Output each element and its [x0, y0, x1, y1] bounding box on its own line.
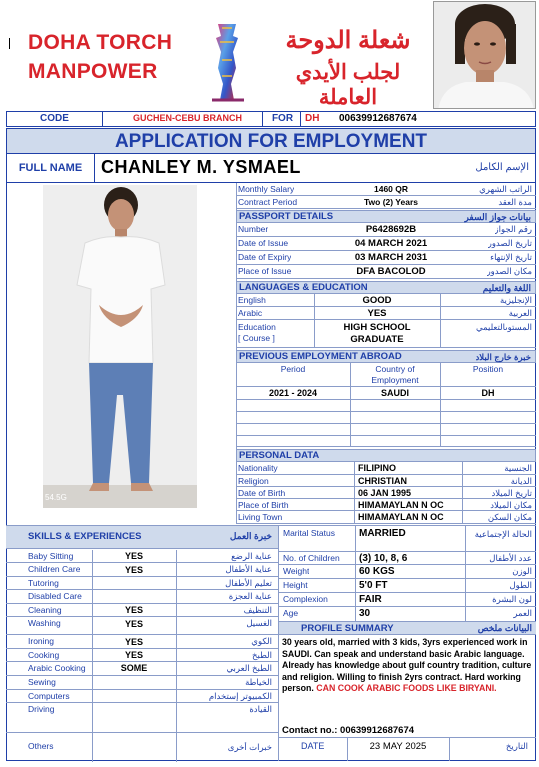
employment-country: SAUDI — [380, 388, 409, 398]
employment-period: 2021 - 2024 — [268, 388, 318, 398]
full-body-photo — [43, 185, 197, 508]
dob-row — [236, 487, 536, 499]
code-bar — [6, 111, 536, 127]
dob-value: 06 JAN 1995 — [358, 488, 412, 498]
skill-arabic: الغسيل — [246, 618, 272, 628]
skill-row — [6, 690, 278, 703]
summary-text: 30 years old, married with 3 kids, 3yrs experienced work in SAUDI. Can speak and understand basic Arabic language. Already has knowledge about gulf country tradition, culture and religion. Willing to finish 2yrs contract. Hard working person. — [282, 637, 532, 694]
status-section — [279, 525, 536, 621]
passport-number-arabic: رقم الجواز — [494, 224, 532, 234]
employment-col-position: Position — [472, 364, 504, 374]
passport-number-label: Number — [238, 224, 269, 234]
salary-arabic: الراتب الشهري — [479, 184, 532, 194]
children-value: (3) 10, 8, 6 — [359, 553, 408, 564]
header-cursor-mark — [9, 38, 10, 49]
height-row — [279, 579, 536, 593]
salary-label: Monthly Salary — [238, 184, 295, 194]
skill-row — [6, 604, 278, 617]
skill-label: Baby Sitting — [28, 551, 74, 561]
languages-header — [236, 281, 536, 294]
skill-arabic: الخياطة — [245, 677, 272, 687]
arabic-arabic: العربية — [508, 308, 532, 318]
children-label: No. of Children — [283, 553, 340, 563]
passport-rows — [236, 223, 536, 279]
full-name-row — [6, 154, 536, 183]
passport-header — [236, 210, 536, 223]
skill-row — [6, 662, 278, 676]
full-name-arabic: الإسم الكامل — [475, 162, 529, 173]
employment-col-period: Period — [280, 364, 306, 374]
skill-value: YES — [124, 565, 143, 575]
age-arabic: العمر — [513, 608, 532, 618]
company-name-arabic-line2: لجلب الأيدي العاملة — [295, 61, 401, 109]
age-row — [279, 607, 536, 622]
skill-arabic: الكوي — [251, 636, 272, 646]
date-value: 23 MAY 2025 — [369, 741, 427, 752]
company-name-arabic-line1: شعلة الدوحة — [285, 27, 411, 54]
nationality-value: FILIPINO — [358, 463, 396, 473]
living-town-value: HIMAMAYLAN N OC — [358, 512, 444, 522]
living-town-arabic: مكان السكن — [487, 512, 532, 522]
education-label-course: [ Course ] — [238, 333, 275, 343]
passport-expiry-value: 03 MARCH 2031 — [354, 252, 428, 263]
education-label: Education — [238, 322, 276, 332]
date-label: DATE — [301, 741, 325, 751]
skill-label: Computers — [28, 691, 70, 701]
complexion-value: FAIR — [359, 594, 382, 605]
form-title: APPLICATION FOR EMPLOYMENT — [6, 128, 536, 154]
religion-value: CHRISTIAN — [358, 476, 407, 486]
weight-row — [279, 565, 536, 579]
weight-label: Weight — [283, 566, 310, 576]
passport-place-row — [236, 265, 536, 279]
others-label: Others — [28, 741, 54, 751]
english-row — [236, 294, 536, 307]
pob-arabic: مكان الميلاد — [490, 500, 532, 510]
complexion-row — [279, 593, 536, 607]
living-town-label: Living Town — [238, 512, 283, 522]
date-row — [279, 737, 536, 761]
for-label: FOR — [265, 112, 301, 126]
height-arabic: الطول — [509, 580, 532, 590]
contract-period-label: Contract Period — [238, 197, 298, 207]
torch-logo — [200, 22, 256, 104]
skill-label: Washing — [28, 618, 61, 628]
skill-value: YES — [124, 551, 143, 561]
height-value: 5'0 FT — [359, 580, 388, 591]
passport-issue-row — [236, 237, 536, 251]
arabic-row — [236, 307, 536, 320]
skill-label: Children Care — [28, 564, 81, 574]
passport-place-arabic: مكان الصدور — [486, 266, 532, 276]
skill-label: Cooking — [28, 650, 60, 660]
skill-arabic: الطبخ — [252, 650, 272, 660]
skill-label: Sewing — [28, 677, 56, 687]
marital-arabic: الحالة الإجتماعية — [474, 529, 532, 539]
dob-arabic: تاريخ الميلاد — [491, 488, 532, 498]
summary-title: PROFILE SUMMARY — [301, 623, 394, 634]
header-phone: 00639912687674 — [339, 113, 417, 124]
skill-label: Disabled Care — [28, 591, 82, 601]
living-town-row — [236, 511, 536, 524]
headshot-photo — [433, 1, 536, 109]
skills-rows — [6, 550, 278, 762]
summary-header — [279, 621, 536, 635]
employment-title: PREVIOUS EMPLOYMENT ABROAD — [239, 351, 402, 362]
skill-value: YES — [124, 650, 143, 660]
salary-value: 1460 QR — [373, 184, 409, 194]
summary-body — [282, 637, 532, 729]
personal-header — [236, 449, 536, 462]
passport-title-arabic: بيانات جواز السفر — [464, 212, 531, 222]
religion-label: Religion — [238, 476, 269, 486]
age-value: 30 — [359, 608, 371, 619]
skill-arabic: القيادة — [249, 704, 272, 714]
skill-row — [6, 617, 278, 635]
summary-contact: Contact no.: 00639912687674 — [282, 725, 415, 736]
skills-section — [6, 525, 279, 761]
passport-number-row — [236, 223, 536, 237]
employment-header — [236, 350, 536, 363]
children-row — [279, 552, 536, 565]
passport-expiry-row — [236, 251, 536, 265]
arabic-label: Arabic — [238, 308, 263, 318]
skill-value: SOME — [120, 663, 148, 673]
skill-value: YES — [124, 619, 143, 629]
skill-value: YES — [124, 605, 143, 615]
skill-label: Driving — [28, 704, 55, 714]
nationality-row — [236, 462, 536, 475]
skill-row — [6, 703, 278, 733]
skill-arabic: الطبخ العربي — [226, 663, 272, 673]
employment-table — [236, 363, 536, 447]
employment-title-arabic: خبرة خارج البلاد — [475, 352, 531, 362]
passport-issue-label: Date of Issue — [238, 238, 289, 248]
skill-row — [6, 590, 278, 604]
religion-row — [236, 475, 536, 487]
employment-col-country: Country of — [375, 364, 415, 374]
pob-row — [236, 499, 536, 511]
others-arabic: خبرات أخرى — [227, 742, 272, 752]
employment-head-row — [236, 363, 536, 387]
for-value: DH — [305, 113, 320, 124]
skill-arabic: تعليم الأطفال — [225, 578, 272, 588]
pob-value: HIMAMAYLAN N OC — [358, 500, 444, 510]
languages-title: LANGUAGES & EDUCATION — [239, 282, 368, 293]
religion-arabic: الديانة — [510, 476, 532, 486]
children-arabic: عدد الأطفال — [489, 553, 532, 563]
weight-arabic: الوزن — [512, 566, 532, 576]
employment-row-2 — [236, 400, 536, 412]
skill-row — [6, 676, 278, 690]
complexion-arabic: لون البشرة — [492, 594, 532, 604]
skill-row — [6, 649, 278, 662]
contract-section — [236, 183, 536, 209]
date-divider-2 — [449, 738, 450, 761]
english-label: English — [238, 295, 266, 305]
summary-highlight: CAN COOK ARABIC FOODS LIKE BIRYANI. — [316, 683, 497, 694]
passport-title: PASSPORT DETAILS — [239, 211, 334, 222]
skill-label: Cleaning — [28, 605, 62, 615]
skill-label: Arabic Cooking — [28, 663, 86, 673]
skill-arabic: عناية الأطفال — [225, 564, 272, 574]
passport-place-label: Place of Issue — [238, 266, 292, 276]
marital-row — [279, 526, 536, 552]
passport-issue-value: 04 MARCH 2021 — [354, 238, 428, 249]
skill-row — [6, 577, 278, 590]
full-name-value: CHANLEY M. YSMAEL — [101, 157, 301, 177]
company-name-line1: DOHA TORCH — [28, 31, 173, 54]
contract-period-value: Two (2) Years — [363, 197, 418, 207]
dob-label: Date of Birth — [238, 488, 286, 498]
summary-title-arabic: البيانات ملخص — [477, 623, 532, 633]
skill-arabic: عناية الرضع — [231, 551, 272, 561]
skills-header — [6, 526, 278, 549]
weight-value: 60 KGS — [359, 566, 395, 577]
skills-title-arabic: خبرة العمل — [229, 531, 272, 541]
employment-row-4 — [236, 424, 536, 436]
complexion-label: Complexion — [283, 594, 328, 604]
marital-label: Marital Status — [283, 528, 335, 538]
skill-arabic: عناية العجزة — [228, 591, 272, 601]
skill-arabic: الكمبيوتر إستخدام — [208, 691, 272, 701]
skill-label: Tutoring — [28, 578, 59, 588]
contract-period-arabic: مدة العقد — [498, 197, 532, 207]
passport-place-value: DFA BACOLOD — [356, 266, 426, 277]
date-arabic: التاريخ — [505, 741, 528, 751]
employment-col-country-2: Employment — [371, 375, 419, 385]
languages-rows — [236, 294, 536, 348]
employment-position: DH — [481, 388, 495, 398]
skill-row — [6, 550, 278, 563]
age-label: Age — [283, 608, 299, 618]
employment-row-3 — [236, 412, 536, 424]
skill-row — [6, 635, 278, 649]
education-arabic: المستوىالتعليمي — [476, 322, 532, 332]
education-value: HIGH SCHOOL — [343, 322, 411, 333]
skills-title: SKILLS & EXPERIENCES — [28, 531, 142, 542]
skill-row — [6, 563, 278, 577]
english-arabic: الإنجليزية — [499, 295, 532, 305]
nationality-arabic: الجنسية — [504, 463, 532, 473]
skill-value: YES — [124, 637, 143, 647]
education-value-2: GRADUATE — [350, 334, 404, 345]
company-name-line2: MANPOWER — [28, 60, 158, 83]
skill-arabic: التنظيف — [243, 605, 272, 615]
passport-expiry-label: Date of Expiry — [238, 252, 292, 262]
passport-number-value: P6428692B — [365, 224, 417, 235]
salary-row — [236, 183, 536, 196]
photo-caption: 54.5G — [45, 493, 67, 502]
employment-row-5 — [236, 436, 536, 447]
nationality-label: Nationality — [238, 463, 278, 473]
languages-title-arabic: اللغة والتعليم — [482, 283, 531, 293]
arabic-value: YES — [367, 308, 387, 319]
english-value: GOOD — [362, 295, 392, 306]
code-label: CODE — [7, 112, 103, 126]
contract-period-row — [236, 196, 536, 209]
full-name-label: FULL NAME — [7, 154, 95, 182]
branch-value: GUCHEN-CEBU BRANCH — [113, 112, 263, 126]
employment-row-1 — [236, 387, 536, 400]
marital-value: MARRIED — [359, 528, 406, 539]
skill-label: Ironing — [28, 636, 54, 646]
pob-label: Place of Birth — [238, 500, 289, 510]
personal-title: PERSONAL DATA — [239, 450, 320, 461]
personal-rows — [236, 462, 536, 524]
height-label: Height — [283, 580, 308, 590]
passport-issue-arabic: تاريخ الصدور — [487, 238, 532, 248]
education-row — [236, 320, 536, 348]
passport-expiry-arabic: تاريخ الإنتهاء — [490, 252, 532, 262]
